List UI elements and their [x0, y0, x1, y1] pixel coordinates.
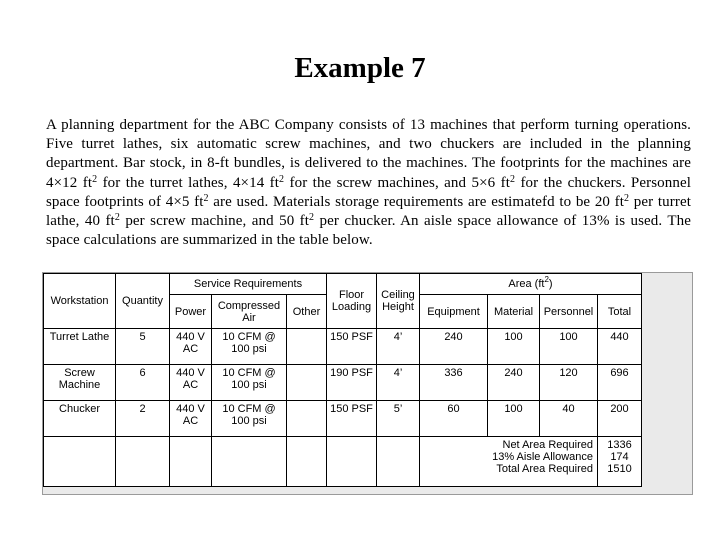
header-total: Total: [598, 295, 642, 329]
cell-total: 696: [598, 365, 642, 401]
cell-compressed-air: 10 CFM @ 100 psi: [212, 365, 287, 401]
problem-paragraph: A planning department for the ABC Company consists of 13 machines that perform turning operations. Five turret lathes, six automatic screw machines, and two chuckers are included in the planning department. Bar stock, in 8-ft bundles, is delivered to the machines. The footprints for the machines are 4×12 $ft^2$ for the turret lathes, 4×14 $ft^2$ for the screw machines, and 5×6 $ft^2$ for the chuckers. Personnel space footprints of 4×5 $ft^2$ are used. Materials storage requirements are estimatefd to be 20 $ft^2$ per turret lathe, 40 $ft^2$ per screw machine, and 50 $ft^2$ per chucker. An aisle space allowance of 13% is used. The space calculations are summarized in the table below.: [46, 117, 691, 249]
aisle-allowance-label: 13% Aisle Allowance: [492, 451, 593, 463]
aisle-allowance-value: 174: [610, 451, 629, 463]
summary-values: [598, 437, 642, 487]
summary-empty-cell: [377, 437, 420, 487]
cell-personnel: 100: [540, 329, 598, 365]
total-area-value: 1510: [607, 463, 632, 475]
cell-floor-loading: 150 PSF: [327, 401, 377, 437]
cell-floor-loading: 190 PSF: [327, 365, 377, 401]
summary-empty-cell: [327, 437, 377, 487]
cell-power: 440 V AC: [170, 365, 212, 401]
header-quantity: Quantity: [116, 274, 170, 329]
total-area-label: Total Area Required: [496, 463, 593, 475]
cell-workstation: Chucker: [44, 401, 116, 437]
slide-title: Example 7: [294, 52, 426, 84]
cell-other: [287, 401, 327, 437]
cell-total: 440: [598, 329, 642, 365]
cell-compressed-air: 10 CFM @ 100 psi: [212, 401, 287, 437]
cell-ceiling-height: 4’: [377, 365, 420, 401]
summary-empty-cell: [170, 437, 212, 487]
cell-floor-loading: 150 PSF: [327, 329, 377, 365]
header-area: Area $(ft^2)$: [420, 274, 642, 295]
cell-power: 440 V AC: [170, 329, 212, 365]
cell-material: 240: [488, 365, 540, 401]
cell-workstation: Screw Machine: [44, 365, 116, 401]
header-material: Material: [488, 295, 540, 329]
header-floor-loading: Floor Loading: [327, 274, 377, 329]
header-compressed-air: Compressed Air: [212, 295, 287, 329]
cell-equipment: 336: [420, 365, 488, 401]
cell-quantity: 5: [116, 329, 170, 365]
summary-empty-cell: [287, 437, 327, 487]
net-area-label: Net Area Required: [502, 439, 593, 451]
cell-ceiling-height: 5’: [377, 401, 420, 437]
cell-equipment: 240: [420, 329, 488, 365]
summary-row: [44, 437, 642, 487]
cell-material: 100: [488, 329, 540, 365]
cell-quantity: 6: [116, 365, 170, 401]
table-row: [44, 365, 642, 401]
summary-empty-cell: [44, 437, 116, 487]
cell-personnel: 40: [540, 401, 598, 437]
cell-total: 200: [598, 401, 642, 437]
cell-quantity: 2: [116, 401, 170, 437]
cell-personnel: 120: [540, 365, 598, 401]
cell-compressed-air: 10 CFM @ 100 psi: [212, 329, 287, 365]
cell-other: [287, 365, 327, 401]
header-other: Other: [287, 295, 327, 329]
header-power: Power: [170, 295, 212, 329]
cell-equipment: 60: [420, 401, 488, 437]
header-equipment: Equipment: [420, 295, 488, 329]
cell-workstation: Turret Lathe: [44, 329, 116, 365]
header-service-requirements: Service Requirements: [170, 274, 327, 295]
cell-power: 440 V AC: [170, 401, 212, 437]
cell-other: [287, 329, 327, 365]
summary-empty-cell: [212, 437, 287, 487]
header-ceiling-height: Ceiling Height: [377, 274, 420, 329]
net-area-value: 1336: [607, 439, 632, 451]
header-personnel: Personnel: [540, 295, 598, 329]
table-row: [44, 329, 642, 365]
summary-empty-cell: [116, 437, 170, 487]
table-row: [44, 401, 642, 437]
cell-ceiling-height: 4’: [377, 329, 420, 365]
summary-labels: [420, 437, 598, 487]
header-workstation: Workstation: [44, 274, 116, 329]
space-requirements-table: [43, 273, 642, 487]
cell-material: 100: [488, 401, 540, 437]
